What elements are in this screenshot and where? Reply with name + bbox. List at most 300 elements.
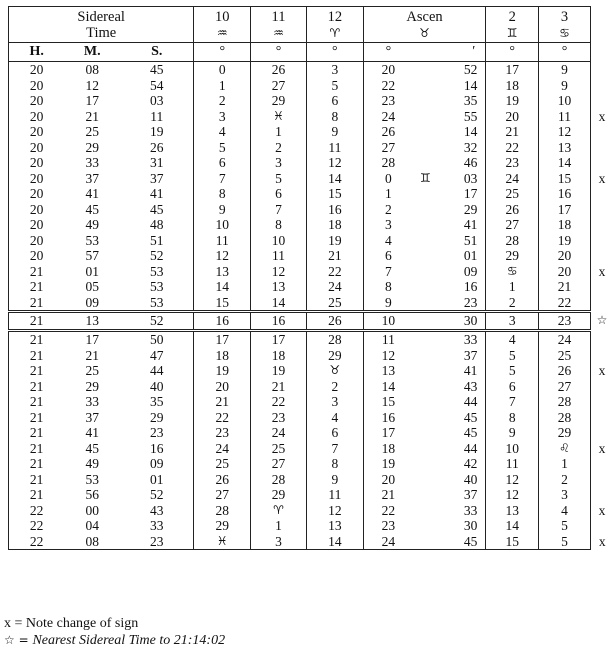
- table-cell: 13: [381, 363, 396, 378]
- table-cell: 23: [120, 534, 194, 550]
- table-cell: x: [598, 263, 606, 279]
- table-cell: 28: [381, 155, 396, 170]
- table-cell: 7: [251, 202, 307, 218]
- house12-number: 12: [327, 9, 343, 25]
- table-cell: 21: [194, 394, 251, 410]
- table-cell: [590, 217, 609, 233]
- table-cell: 20: [9, 78, 65, 94]
- table-cell: 10: [363, 312, 413, 331]
- table-cell: 29: [85, 139, 99, 155]
- table-cell: 26: [120, 140, 194, 156]
- table-cell: 22: [9, 534, 65, 550]
- table-cell: 52: [438, 62, 486, 78]
- table-cell: 6: [486, 379, 539, 395]
- table-cell: 17: [381, 425, 396, 440]
- table-cell: [413, 202, 438, 218]
- table-cell: 41: [85, 425, 99, 440]
- table-row: [9, 155, 610, 171]
- table-cell: 13: [64, 312, 120, 331]
- table-cell: 45: [438, 410, 486, 426]
- table-cell: 2: [539, 472, 591, 488]
- table-cell: 5: [251, 171, 307, 187]
- table-cell: 23: [120, 425, 194, 441]
- table-cell: 5: [194, 140, 251, 156]
- table-cell: [590, 155, 609, 171]
- table-row: [9, 78, 610, 94]
- table-cell: 24: [251, 425, 307, 441]
- table-cell: 22: [9, 503, 65, 519]
- table-cell: [413, 155, 438, 171]
- table-cell: 4: [486, 331, 539, 348]
- table-cell: 53: [120, 264, 194, 280]
- table-cell: 52: [120, 487, 194, 503]
- table-cell: 20: [381, 62, 396, 77]
- table-cell: 20: [9, 202, 65, 218]
- table-cell: 12: [306, 155, 363, 171]
- seconds-column-header: S.: [120, 43, 194, 62]
- table-cell: 11: [306, 487, 363, 503]
- table-cell: 24: [306, 279, 363, 295]
- table-cell: ♌: [539, 441, 591, 457]
- table-cell: 04: [85, 518, 99, 533]
- table-cell: 37: [120, 171, 194, 187]
- table-cell: 45: [120, 62, 194, 78]
- table-row: [9, 472, 610, 488]
- gemini-icon: ♊: [506, 26, 518, 40]
- table-cell: 2: [194, 93, 251, 109]
- table-cell: 21: [9, 410, 65, 426]
- house3-header: [539, 7, 591, 43]
- table-cell: 12: [486, 487, 539, 503]
- table-cell: 21: [9, 279, 65, 295]
- table-cell: 45: [438, 534, 486, 550]
- table-cell: 21: [9, 425, 65, 441]
- table-cell: 27: [381, 139, 396, 155]
- table-cell: 40: [438, 472, 486, 488]
- table-row: [9, 363, 610, 379]
- table-cell: 21: [251, 379, 307, 395]
- table-cell: 20: [9, 248, 65, 264]
- degree-unit: °: [194, 43, 251, 62]
- table-row: [9, 534, 610, 550]
- table-cell: 22: [251, 394, 307, 410]
- table-cell: [590, 279, 609, 295]
- table-cell: 22: [194, 410, 251, 426]
- table-row: [9, 62, 610, 78]
- table-cell: 48: [120, 217, 194, 233]
- table-cell: 44: [438, 441, 486, 457]
- table-cell: [590, 93, 609, 109]
- table-cell: 17: [486, 62, 539, 78]
- table-cell: 53: [85, 471, 99, 487]
- table-cell: 1: [194, 78, 251, 94]
- table-cell: 00: [85, 502, 99, 518]
- table-cell: 2: [251, 140, 307, 156]
- table-cell: 18: [486, 78, 539, 94]
- table-cell: 27: [194, 487, 251, 503]
- table-cell: 23: [539, 312, 591, 331]
- table-cell: 2: [385, 201, 392, 217]
- table-cell: 21: [85, 347, 99, 363]
- table-cell: 19: [486, 93, 539, 109]
- table-cell: 10: [539, 93, 591, 109]
- table-cell: 55: [438, 109, 486, 125]
- table-cell: 15: [486, 534, 539, 550]
- table-cell: 11: [251, 248, 307, 264]
- table-cell: 6: [385, 248, 392, 263]
- table-cell: 6: [251, 186, 307, 202]
- table-cell: 17: [85, 93, 99, 108]
- table-cell: 21: [9, 331, 65, 348]
- table-cell: 46: [438, 155, 486, 171]
- table-cell: 25: [194, 456, 251, 472]
- table-cell: 11: [539, 109, 591, 125]
- table-cell: 27: [251, 456, 307, 472]
- table-cell: 15: [381, 394, 396, 409]
- table-cell: [590, 248, 609, 264]
- table-cell: 20: [9, 140, 65, 156]
- nearest-time-text: Nearest Sidereal Time to 21:14:02: [32, 633, 226, 648]
- table-cell: x: [598, 502, 606, 518]
- table-cell: [590, 202, 609, 218]
- table-cell: 9: [306, 124, 363, 140]
- table-cell: [413, 233, 438, 249]
- table-cell: 23: [251, 410, 307, 426]
- table-cell: [413, 456, 438, 472]
- degree-unit: °: [539, 43, 591, 62]
- table-cell: 20: [9, 233, 65, 249]
- table-cell: 45: [438, 425, 486, 441]
- table-cell: 40: [120, 379, 194, 395]
- change-of-sign-note: x = Note change of sign: [4, 616, 139, 631]
- table-cell: 23: [486, 155, 539, 171]
- table-cell: 4: [306, 410, 363, 426]
- table-cell: 20: [9, 93, 65, 109]
- table-cell: [590, 78, 609, 94]
- table-cell: 12: [381, 347, 396, 363]
- table-cell: 21: [9, 348, 65, 364]
- table-cell: [413, 503, 438, 519]
- table-row: [9, 394, 610, 410]
- table-cell: 17: [251, 331, 307, 348]
- table-cell: 27: [486, 217, 539, 233]
- table-cell: 57: [85, 248, 99, 263]
- table-cell: 3: [539, 487, 591, 503]
- table-cell: [413, 348, 438, 364]
- table-cell: 25: [251, 441, 307, 457]
- table-cell: 18: [251, 348, 307, 364]
- table-cell: 52: [120, 248, 194, 264]
- hours-column-header: H.: [9, 43, 65, 62]
- table-cell: 20: [539, 248, 591, 264]
- table-cell: 29: [306, 348, 363, 364]
- table-cell: [413, 62, 438, 78]
- table-cell: 28: [194, 503, 251, 519]
- table-cell: 0: [385, 170, 392, 186]
- house12-header: [306, 7, 363, 43]
- table-row: [9, 518, 610, 534]
- degree-unit: °: [306, 43, 363, 62]
- table-cell: 30: [438, 518, 486, 534]
- ascendant-label: Ascen: [406, 9, 443, 25]
- table-cell: 16: [251, 312, 307, 331]
- table-cell: 10: [486, 441, 539, 457]
- degree-unit: °: [363, 43, 413, 62]
- table-cell: 23: [194, 425, 251, 441]
- table-cell: 3: [306, 62, 363, 78]
- table-row: [9, 248, 610, 264]
- table-cell: 12: [486, 472, 539, 488]
- table-cell: 11: [194, 233, 251, 249]
- table-cell: [413, 312, 438, 331]
- table-cell: 43: [438, 379, 486, 395]
- cancer-icon: ♋: [559, 26, 570, 40]
- table-cell: 21: [9, 472, 65, 488]
- table-cell: [413, 279, 438, 295]
- table-cell: 11: [381, 332, 395, 347]
- table-cell: 20: [381, 471, 396, 487]
- table-cell: [590, 348, 609, 364]
- sidereal-time-header: [9, 7, 194, 43]
- table-cell: 20: [9, 62, 65, 78]
- table-cell: 1: [385, 186, 392, 201]
- table-cell: 4: [385, 232, 392, 248]
- table-cell: [413, 78, 438, 94]
- ascendant-header: [363, 7, 486, 43]
- table-cell: 11: [120, 109, 194, 125]
- table-cell: x: [598, 170, 606, 186]
- table-cell: ♓: [194, 534, 251, 550]
- table-cell: 44: [120, 363, 194, 379]
- house2-header: [486, 7, 539, 43]
- table-cell: 1: [486, 279, 539, 295]
- table-cell: 19: [194, 363, 251, 379]
- table-cell: 24: [194, 441, 251, 457]
- table-cell: 9: [306, 472, 363, 488]
- table-cell: 42: [438, 456, 486, 472]
- table-cell: 33: [438, 331, 486, 348]
- table-cell: 26: [194, 472, 251, 488]
- table-cell: 14: [438, 124, 486, 140]
- table-cell: [413, 124, 438, 140]
- table-cell: 8: [306, 109, 363, 125]
- table-cell: 14: [438, 78, 486, 94]
- table-cell: 41: [438, 363, 486, 379]
- table-cell: x: [598, 363, 606, 378]
- table-cell: [590, 472, 609, 488]
- table-cell: 29: [251, 93, 307, 109]
- table-cell: 1: [539, 456, 591, 472]
- table-cell: 11: [486, 456, 539, 472]
- table-cell: [413, 295, 438, 312]
- table-cell: ♈: [251, 503, 307, 519]
- table-cell: 03: [120, 93, 194, 109]
- table-cell: 28: [539, 394, 591, 410]
- table-cell: [590, 62, 609, 78]
- table-cell: 20: [9, 124, 65, 140]
- table-cell: 22: [539, 295, 591, 312]
- house2-number: 2: [508, 9, 516, 25]
- table-cell: 12: [251, 264, 307, 280]
- table-cell: 21: [9, 264, 65, 280]
- table-cell: 08: [85, 62, 99, 77]
- table-cell: 8: [306, 456, 363, 472]
- table-cell: 13: [306, 518, 363, 534]
- table-cell: 17: [85, 332, 99, 347]
- table-cell: 24: [363, 534, 413, 550]
- table-cell: 7: [385, 263, 392, 279]
- minute-unit: ′: [438, 43, 486, 62]
- table-cell: 18: [306, 217, 363, 233]
- table-cell: 24: [381, 108, 396, 124]
- table-cell: 14: [251, 295, 307, 312]
- table-cell: 20: [9, 109, 65, 125]
- table-cell: 9: [539, 62, 591, 78]
- table-cell: [590, 379, 609, 395]
- minutes-column-header: M.: [64, 43, 120, 62]
- table-cell: 10: [194, 217, 251, 233]
- table-cell: 29: [85, 378, 99, 394]
- table-cell: 12: [306, 503, 363, 519]
- table-cell: 21: [9, 312, 65, 331]
- table-cell: 41: [120, 186, 194, 202]
- table-cell: [590, 295, 609, 312]
- aquarius-icon: ♒: [273, 26, 284, 40]
- table-cell: 3: [306, 394, 363, 410]
- table-cell: 22: [381, 502, 396, 518]
- table-row: [9, 171, 610, 187]
- table-cell: [590, 140, 609, 156]
- table-cell: 29: [438, 202, 486, 218]
- table-cell: 5: [486, 363, 539, 379]
- table-cell: 35: [120, 394, 194, 410]
- table-cell: 56: [85, 487, 99, 502]
- table-cell: [590, 518, 609, 534]
- table-cell: 26: [306, 312, 363, 331]
- table-cell: 9: [539, 78, 591, 94]
- table-cell: 37: [85, 170, 99, 186]
- table-cell: 21: [486, 124, 539, 140]
- table-row: [9, 487, 610, 503]
- table-cell: 51: [120, 233, 194, 249]
- table-cell: 47: [120, 348, 194, 364]
- table-cell: 15: [539, 171, 591, 187]
- table-cell: 09: [85, 294, 99, 310]
- table-cell: [413, 534, 438, 550]
- table-cell: 25: [85, 363, 99, 378]
- table-cell: [413, 217, 438, 233]
- table-cell: ☆: [596, 313, 608, 328]
- table-cell: 5: [486, 348, 539, 364]
- table-cell: 35: [438, 93, 486, 109]
- table-cell: [590, 456, 609, 472]
- table-cell: 21: [9, 441, 65, 457]
- table-cell: 5: [539, 518, 591, 534]
- table-cell: 33: [85, 394, 99, 409]
- table-row: [9, 425, 610, 441]
- table-cell: 24: [486, 171, 539, 187]
- house3-number: 3: [560, 9, 569, 25]
- table-cell: 52: [120, 312, 194, 331]
- table-cell: 12: [194, 248, 251, 264]
- table-cell: 21: [539, 279, 591, 295]
- table-cell: 25: [85, 124, 99, 139]
- table-cell: 21: [9, 487, 65, 503]
- table-cell: [413, 394, 438, 410]
- table-cell: 8: [486, 410, 539, 426]
- footnotes: [4, 616, 225, 649]
- table-row: [9, 312, 610, 331]
- table-cell: 17: [539, 202, 591, 218]
- table-cell: x: [598, 440, 606, 456]
- table-cell: 17: [194, 331, 251, 348]
- table-cell: 4: [539, 503, 591, 519]
- table-cell: 9: [486, 425, 539, 441]
- sidereal-time-label: Sidereal Time: [77, 9, 125, 41]
- table-cell: 7: [194, 171, 251, 187]
- table-cell: 21: [9, 456, 65, 472]
- table-row: [9, 264, 610, 280]
- table-cell: 21: [9, 394, 65, 410]
- table-cell: 22: [306, 264, 363, 280]
- table-cell: 49: [85, 217, 99, 232]
- table-cell: 8: [194, 186, 251, 202]
- table-cell: 3: [251, 534, 307, 550]
- table-cell: 45: [85, 201, 99, 217]
- table-cell: 26: [486, 202, 539, 218]
- table-cell: 26: [539, 363, 591, 379]
- table-cell: 4: [194, 124, 251, 140]
- table-cell: 33: [120, 518, 194, 534]
- table-cell: 29: [539, 425, 591, 441]
- table-cell: 17: [438, 186, 486, 202]
- table-cell: 53: [85, 232, 99, 248]
- house10-number: 10: [215, 9, 230, 25]
- table-cell: 28: [539, 410, 591, 426]
- table-cell: [413, 518, 438, 534]
- table-cell: 19: [251, 363, 307, 379]
- table-cell: 8: [385, 279, 392, 294]
- table-cell: 16: [306, 202, 363, 218]
- table-cell: 6: [306, 425, 363, 441]
- table-cell: 18: [381, 440, 396, 456]
- table-cell: 16: [381, 409, 396, 425]
- table-cell: 5: [306, 78, 363, 94]
- table-cell: 53: [120, 295, 194, 312]
- table-cell: [590, 233, 609, 249]
- house11-number: 11: [271, 9, 286, 25]
- table-cell: ♓: [251, 109, 307, 125]
- table-cell: 16: [438, 279, 486, 295]
- table-cell: 20: [9, 186, 65, 202]
- table-cell: 41: [85, 186, 99, 201]
- table-cell: 3: [385, 217, 392, 232]
- aquarius-icon: ♒: [216, 26, 228, 40]
- table-cell: 6: [194, 155, 251, 171]
- table-cell: 37: [85, 409, 99, 425]
- table-row: [9, 186, 610, 202]
- table-cell: [413, 93, 438, 109]
- table-cell: 21: [381, 487, 396, 502]
- table-cell: [413, 140, 438, 156]
- table-cell: 26: [251, 62, 307, 78]
- table-cell: 29: [120, 410, 194, 426]
- table-cell: 3: [194, 109, 251, 125]
- table-cell: 29: [486, 248, 539, 264]
- table-cell: 21: [9, 363, 65, 379]
- table-cell: 29: [251, 487, 307, 503]
- table-row: [9, 109, 610, 125]
